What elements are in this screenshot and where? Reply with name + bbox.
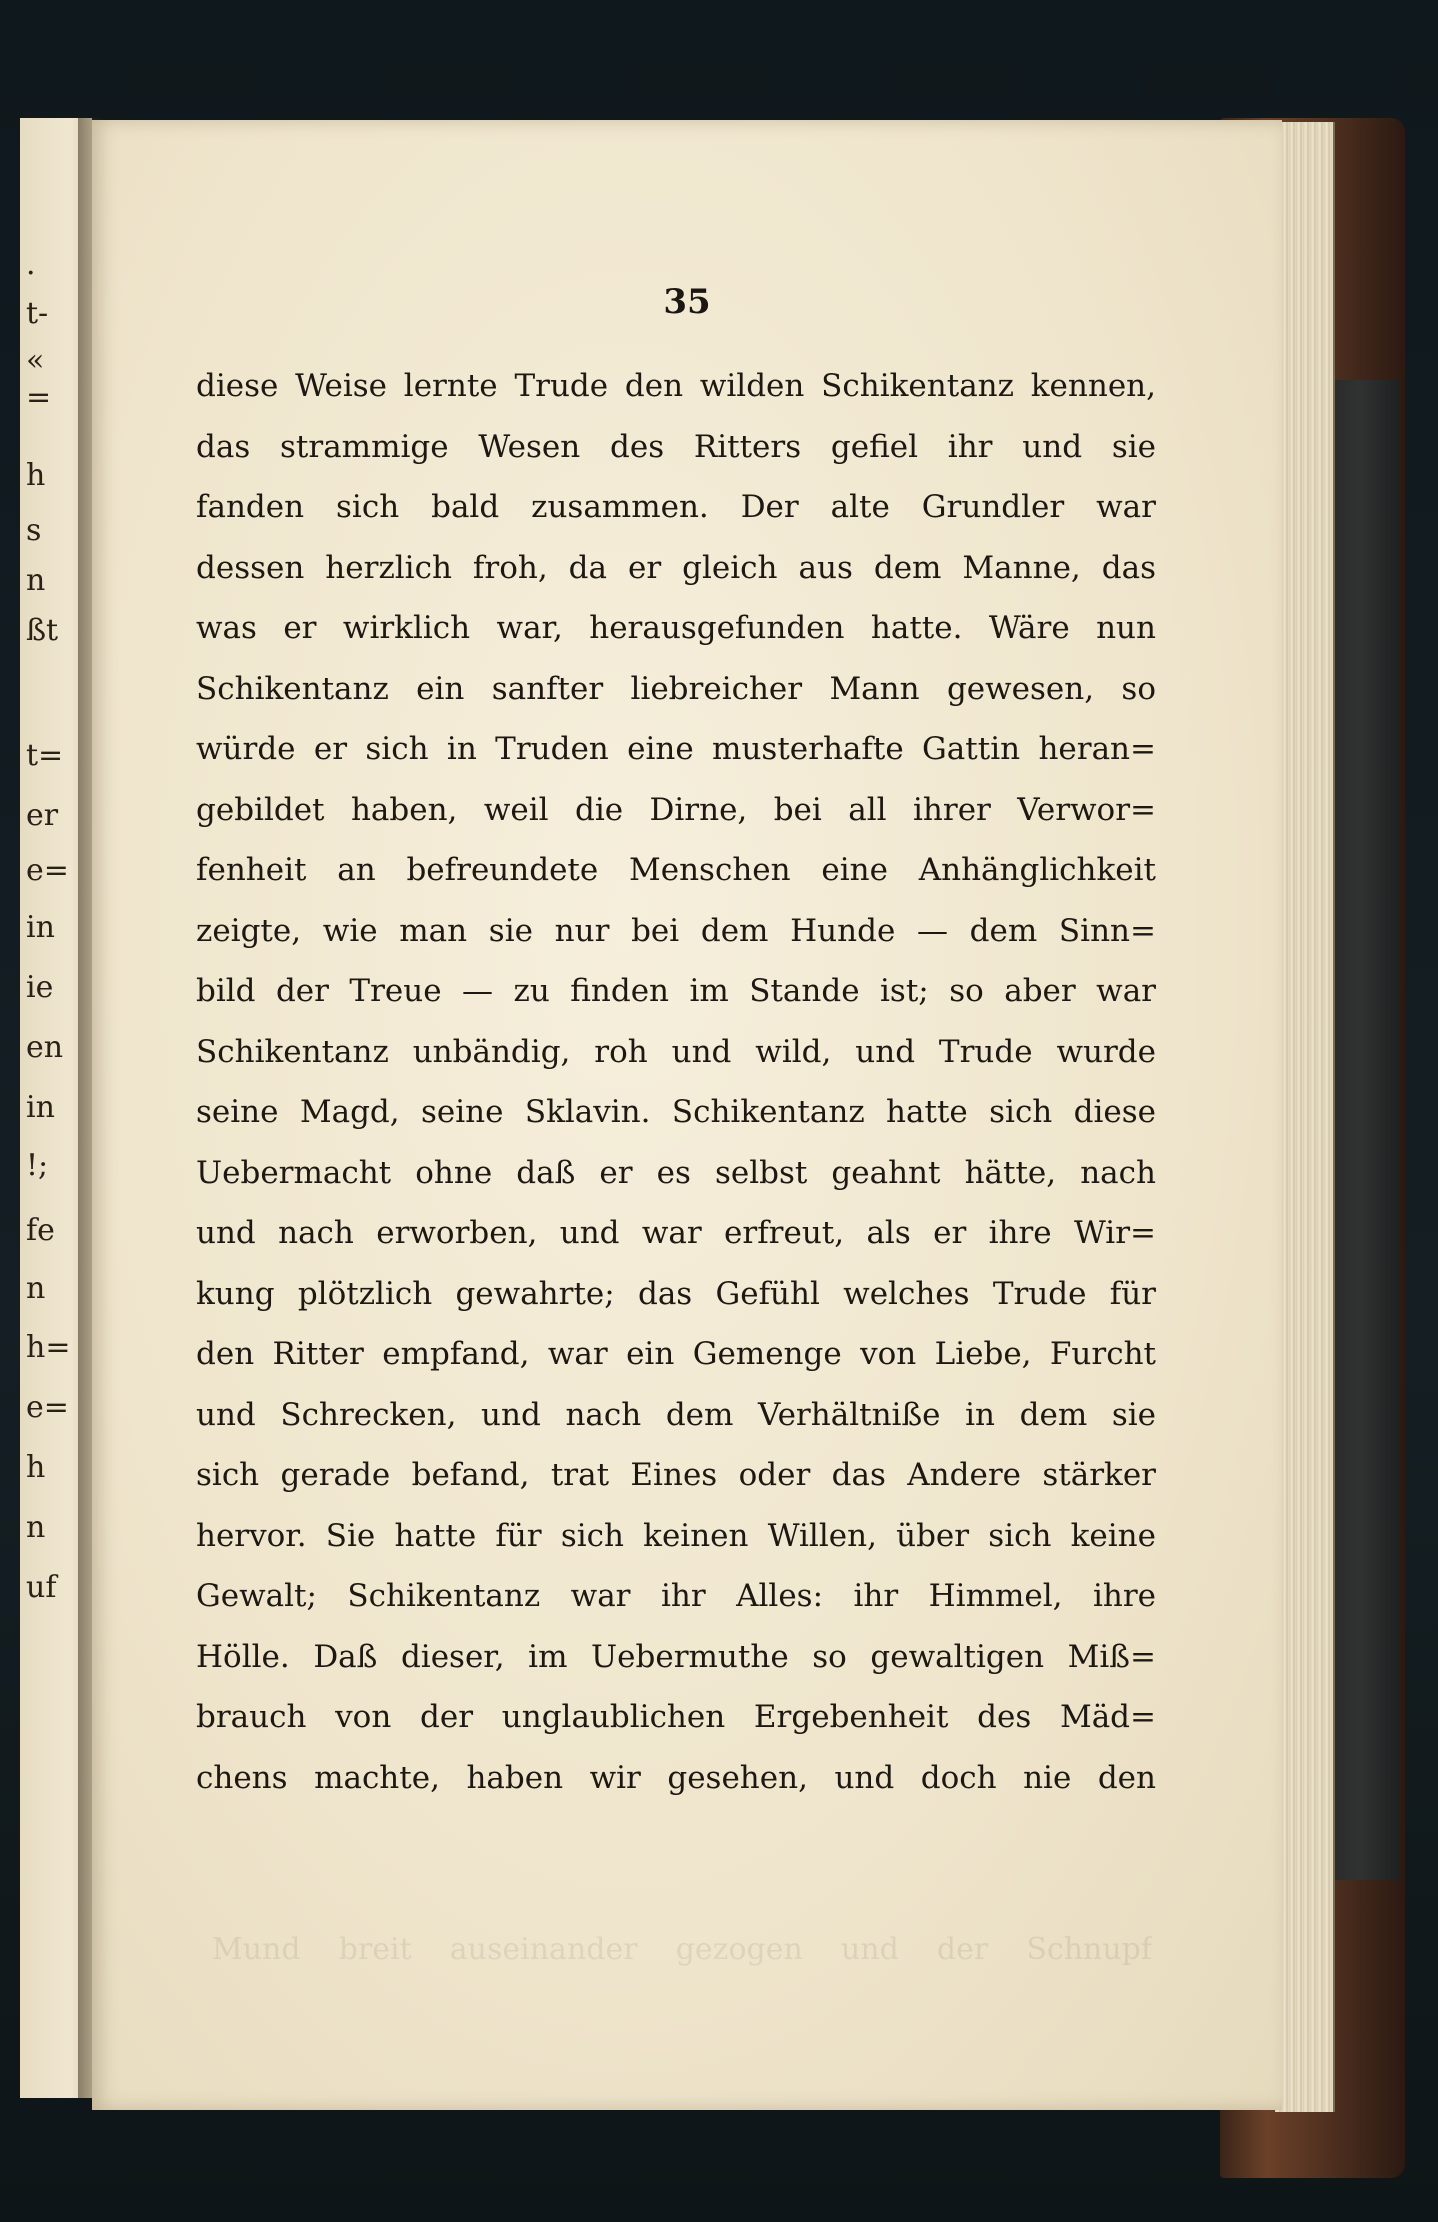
left-fragment: n bbox=[26, 563, 46, 598]
text-line: Gewalt; Schikentanz war ihr Alles: ihr Himmel, ihre bbox=[196, 1578, 1156, 1614]
text-line: seine Magd, seine Sklavin. Schikentanz hatte sich diese bbox=[196, 1094, 1156, 1130]
left-fragment: ie bbox=[26, 970, 54, 1005]
text-line: gebildet haben, weil die Dirne, bei all ihrer Verwor= bbox=[196, 791, 1156, 828]
left-fragment: « bbox=[26, 343, 45, 378]
bleed-through-text: Mund breit auseinander gezogen und der Schnupf bbox=[212, 1932, 1152, 1967]
text-line: zeigte, wie man sie nur bei dem Hunde — dem Sinn= bbox=[196, 912, 1156, 949]
left-fragment: t- bbox=[26, 296, 49, 331]
text-line: kung plötzlich gewahrte; das Gefühl welches Trude für bbox=[196, 1275, 1156, 1312]
text-line: Schikentanz ein sanfter liebreicher Mann gewesen, so bbox=[196, 670, 1156, 707]
left-fragment: h bbox=[26, 1450, 46, 1485]
body-text bbox=[196, 356, 1156, 1808]
text-line: brauch von der unglaublichen Ergebenheit des Mäd= bbox=[196, 1699, 1156, 1735]
text-line: und nach erworben, und war erfreut, als er ihre Wir= bbox=[196, 1215, 1156, 1251]
text-line: Schikentanz unbändig, roh und wild, und Trude wurde bbox=[196, 1033, 1156, 1070]
book-page bbox=[92, 120, 1282, 2110]
text-line: und Schrecken, und nach dem Verhältniße in dem sie bbox=[196, 1396, 1156, 1433]
left-fragment: n bbox=[26, 1510, 46, 1545]
text-line: diese Weise lernte Trude den wilden Schikentanz kennen, bbox=[196, 368, 1156, 404]
text-line: den Ritter empfand, war ein Gemenge von Liebe, Furcht bbox=[196, 1336, 1156, 1372]
left-fragment: !; bbox=[26, 1148, 49, 1183]
left-fragment: in bbox=[26, 1090, 55, 1125]
left-fragment: ßt bbox=[26, 613, 59, 648]
text-line: hervor. Sie hatte für sich keinen Willen, über sich keine bbox=[196, 1517, 1156, 1554]
left-fragment: s bbox=[26, 513, 42, 548]
left-fragment: er bbox=[26, 798, 59, 833]
left-fragment: e= bbox=[26, 1390, 69, 1425]
text-line: Hölle. Daß dieser, im Uebermuthe so gewaltigen Miß= bbox=[196, 1638, 1156, 1675]
text-line: chens machte, haben wir gesehen, und doch nie den bbox=[196, 1759, 1156, 1796]
text-line: würde er sich in Truden eine musterhafte Gattin heran= bbox=[196, 731, 1156, 767]
left-fragment: uf bbox=[26, 1570, 57, 1605]
left-fragment: · bbox=[26, 256, 36, 291]
left-fragment: h bbox=[26, 458, 46, 493]
left-fragment: h= bbox=[26, 1330, 71, 1365]
text-line: fenheit an befreundete Menschen eine Anhänglichkeit bbox=[196, 852, 1156, 888]
text-line: fanden sich bald zusammen. Der alte Grundler war bbox=[196, 489, 1156, 525]
text-line: das strammige Wesen des Ritters gefiel ihr und sie bbox=[196, 428, 1156, 465]
page-number: 35 bbox=[663, 282, 711, 322]
text-line: was er wirklich war, herausgefunden hatte. Wäre nun bbox=[196, 610, 1156, 646]
left-fragment: = bbox=[26, 380, 52, 415]
left-fragment: n bbox=[26, 1271, 46, 1306]
left-fragment: in bbox=[26, 910, 55, 945]
text-line: bild der Treue — zu finden im Stande ist; so aber war bbox=[196, 973, 1156, 1009]
text-line: Uebermacht ohne daß er es selbst geahnt hätte, nach bbox=[196, 1154, 1156, 1191]
page-edges bbox=[1275, 122, 1335, 2112]
text-line: dessen herzlich froh, da er gleich aus dem Manne, das bbox=[196, 549, 1156, 586]
left-fragment: t= bbox=[26, 738, 64, 773]
left-fragment: fe bbox=[26, 1213, 55, 1248]
left-fragment: e= bbox=[26, 853, 69, 888]
left-fragment: en bbox=[26, 1030, 64, 1065]
text-line: sich gerade befand, trat Eines oder das Andere stärker bbox=[196, 1457, 1156, 1493]
